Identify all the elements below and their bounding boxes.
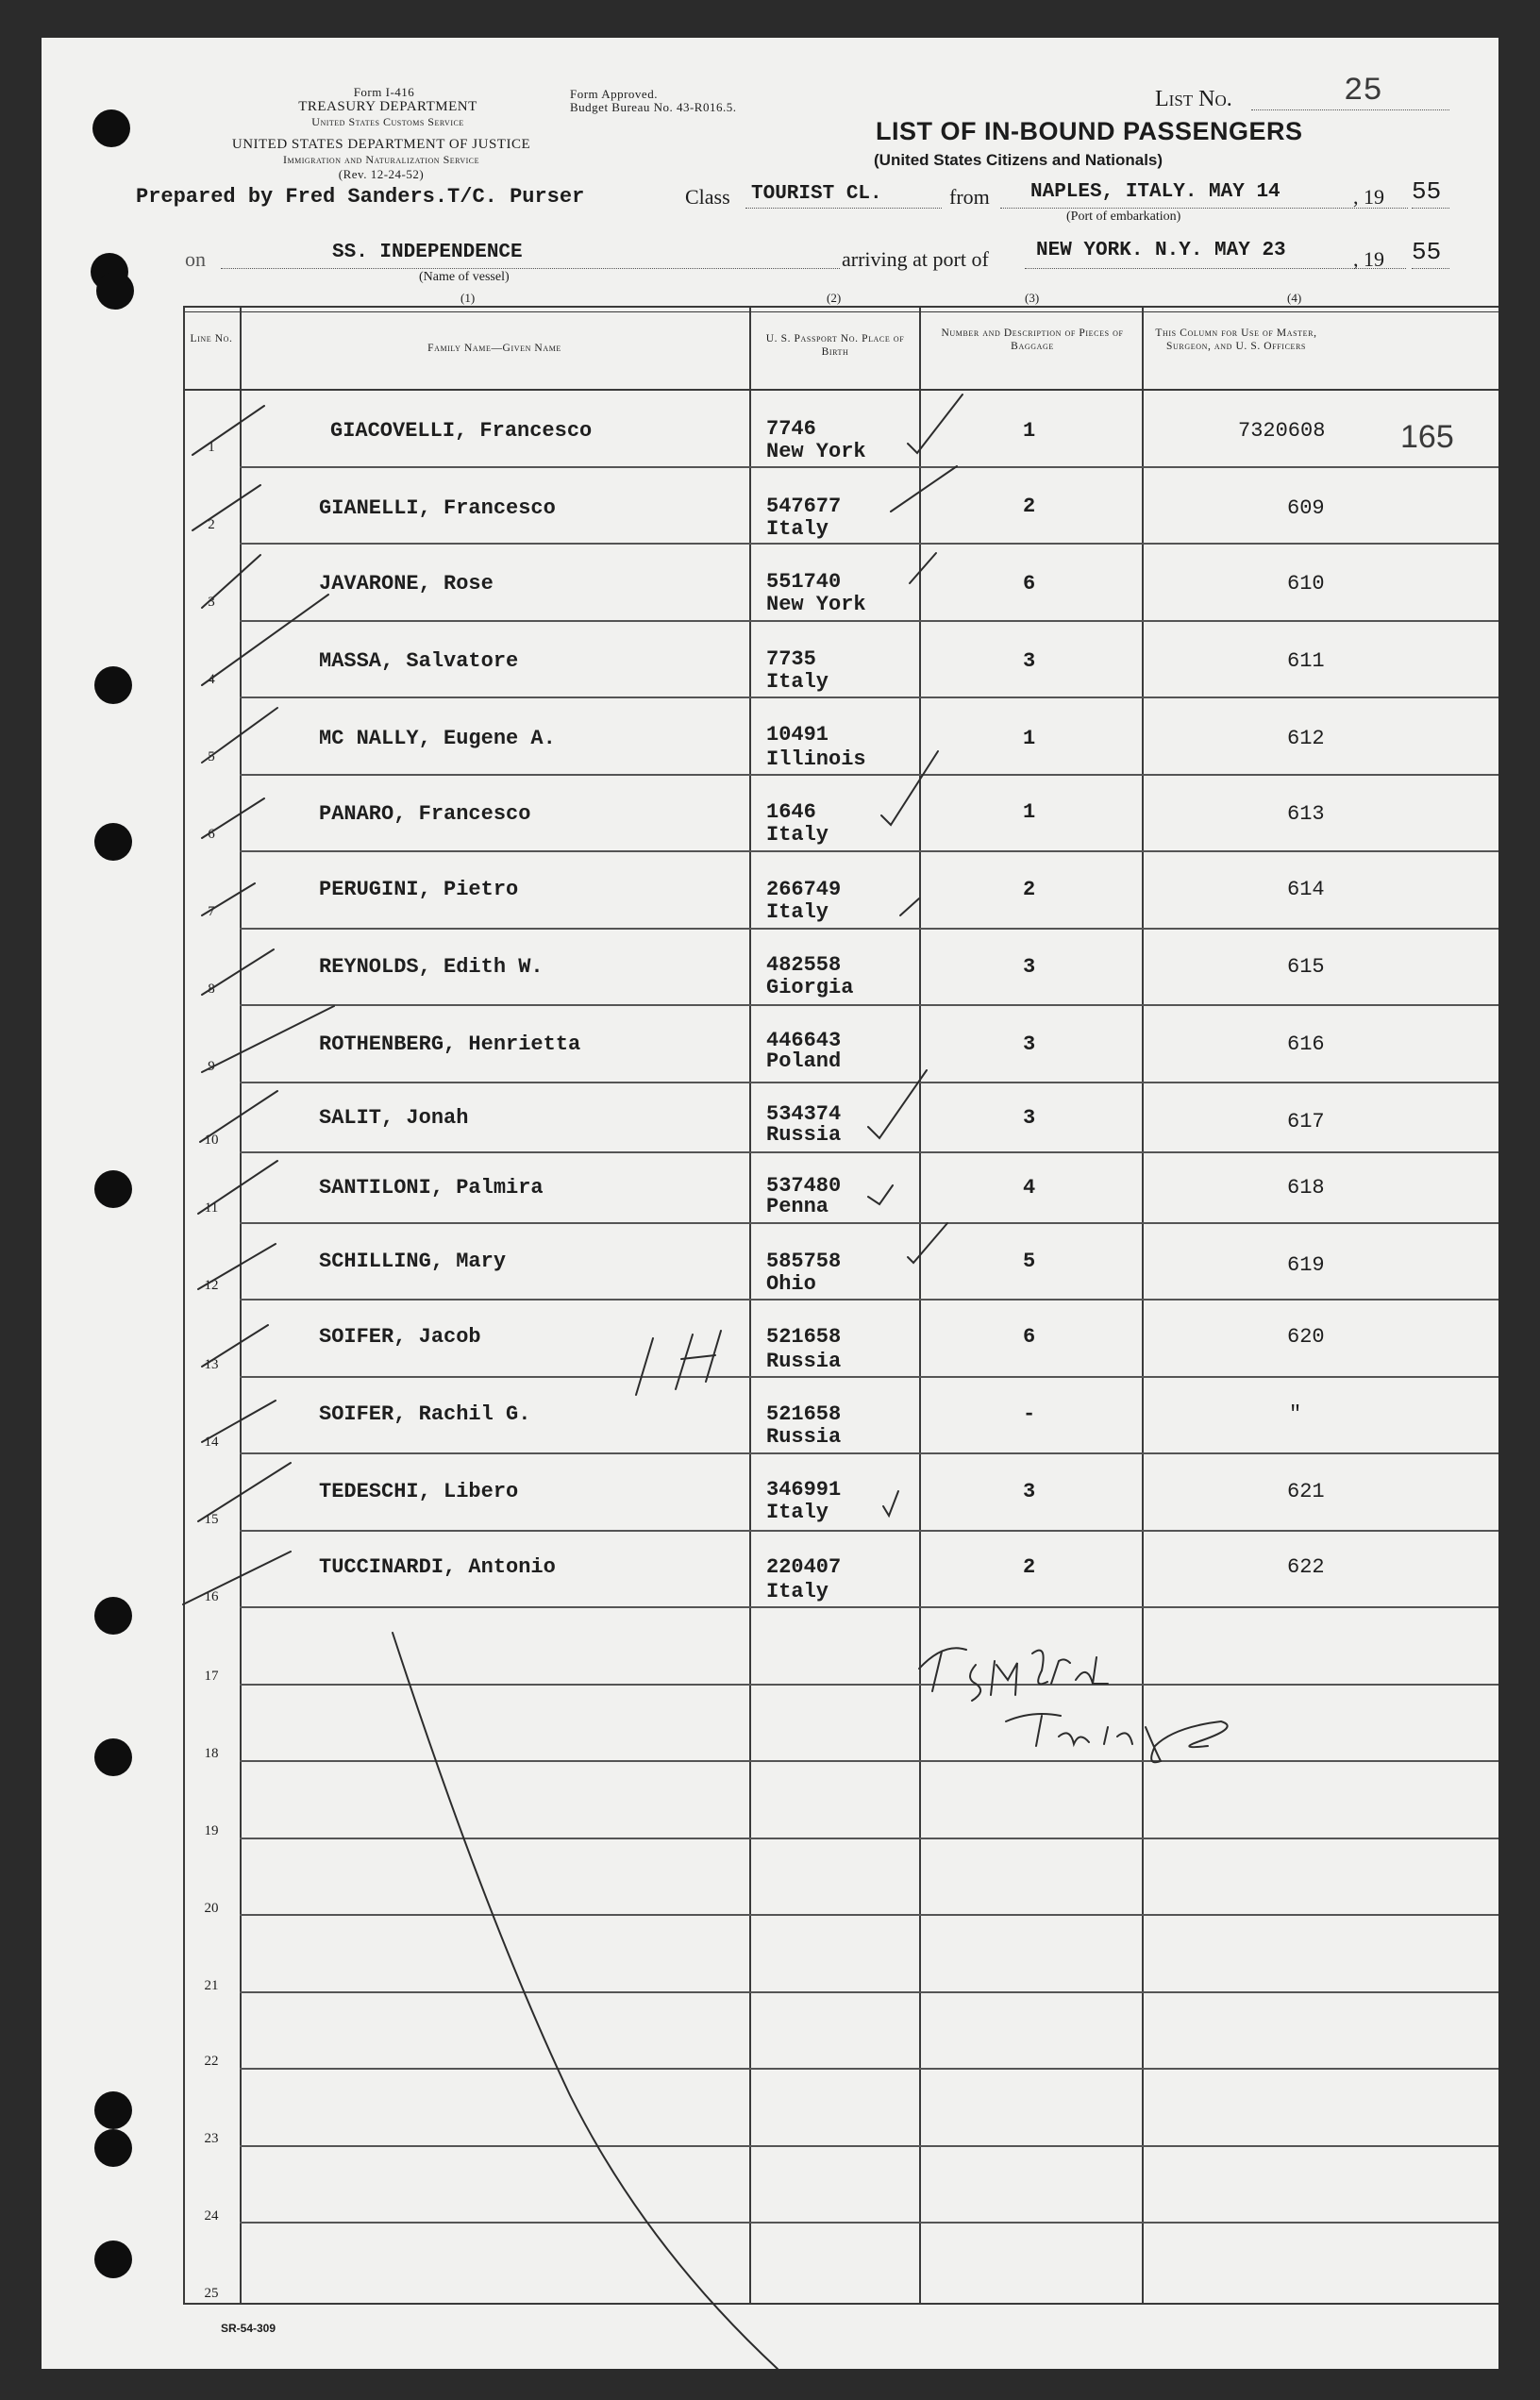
row-line-number: 15 [204, 1512, 219, 1527]
budget-bureau: Budget Bureau No. 43-R016.5. [570, 100, 737, 114]
passport-number: 521658 [766, 1402, 842, 1426]
place-of-birth: Giorgia [766, 976, 854, 999]
baggage-count: 5 [1023, 1250, 1036, 1273]
page-title: LIST OF IN-BOUND PASSENGERS [876, 117, 1303, 145]
row-line-number: 6 [208, 827, 215, 842]
passport-number: 266749 [766, 878, 842, 901]
officer-number: 622 [1287, 1555, 1325, 1579]
col-header-name: Family Name—Given Name [427, 343, 561, 354]
row-line-number: 3 [208, 595, 215, 610]
baggage-count: 4 [1023, 1176, 1036, 1200]
officer-number: 614 [1287, 878, 1325, 901]
row-line-number: 8 [208, 982, 215, 997]
officer-number: 617 [1287, 1110, 1325, 1133]
place-of-birth: Italy [766, 1580, 829, 1603]
year-prefix: , 19 [1353, 185, 1384, 209]
footer-code: SR-54-309 [221, 2322, 276, 2335]
col-header-line-no: Line No. [190, 333, 233, 344]
passenger-name: MASSA, Salvatore [319, 649, 519, 673]
officer-number: 621 [1287, 1480, 1325, 1503]
officer-number: " [1289, 1402, 1302, 1426]
baggage-count: 2 [1023, 1555, 1036, 1579]
officer-number: 609 [1287, 496, 1325, 520]
from-label: from [949, 185, 990, 209]
col-header-passport: U. S. Passport No. Place of Birth [765, 333, 905, 358]
officer-number: 616 [1287, 1032, 1325, 1056]
officer-number: 7320608 [1238, 419, 1326, 443]
row-line-number: 7 [208, 904, 215, 919]
row-line-number: 1 [208, 440, 215, 455]
row-line-number: 24 [204, 2208, 219, 2224]
col-num-1: (1) [460, 291, 476, 305]
baggage-count: 6 [1023, 572, 1036, 596]
passport-number: 547677 [766, 495, 842, 518]
place-of-birth: Ohio [766, 1272, 816, 1296]
margin-note: 165 [1400, 419, 1454, 455]
col-header-baggage: Number and Description of Pieces of Baggage [941, 327, 1124, 352]
embarkation-value: NAPLES, ITALY. MAY 14 [1030, 181, 1281, 203]
passenger-name: SALIT, Jonah [319, 1106, 469, 1130]
officer-number: 615 [1287, 955, 1325, 979]
passport-number: 446643 [766, 1029, 842, 1052]
baggage-count: 3 [1023, 1480, 1036, 1503]
row-line-number: 2 [208, 517, 215, 532]
year2-value: 55 [1412, 238, 1442, 266]
passenger-name: SOIFER, Rachil G. [319, 1402, 531, 1426]
baggage-count: 2 [1023, 878, 1036, 901]
baggage-count: - [1023, 1402, 1036, 1426]
passport-number: 220407 [766, 1555, 842, 1579]
row-line-number: 11 [204, 1200, 219, 1216]
passenger-name: GIACOVELLI, Francesco [330, 419, 593, 443]
row-line-number: 13 [204, 1357, 219, 1372]
place-of-birth: Italy [766, 517, 829, 541]
row-line-number: 22 [204, 2054, 219, 2069]
row-line-number: 9 [208, 1059, 215, 1074]
place-of-birth: New York [766, 440, 866, 463]
passenger-name: PERUGINI, Pietro [319, 878, 519, 901]
row-line-number: 17 [204, 1669, 219, 1684]
on-label: on [185, 247, 206, 271]
place-of-birth: Italy [766, 823, 829, 847]
row-line-number: 23 [204, 2131, 219, 2146]
passenger-name: SANTILONI, Palmira [319, 1176, 544, 1200]
passport-number: 534374 [766, 1102, 842, 1126]
col-num-3: (3) [1025, 291, 1040, 305]
passenger-name: TUCCINARDI, Antonio [319, 1555, 556, 1579]
embarkation-caption: (Port of embarkation) [1066, 210, 1181, 224]
passport-number: 482558 [766, 953, 842, 977]
officer-number: 613 [1287, 802, 1325, 826]
vessel-caption: (Name of vessel) [419, 270, 510, 284]
class-label: Class [685, 185, 730, 209]
row-line-number: 14 [204, 1435, 219, 1450]
place-of-birth: Russia [766, 1123, 842, 1147]
place-of-birth: Penna [766, 1195, 829, 1218]
baggage-count: 1 [1023, 727, 1036, 750]
passport-number: 10491 [766, 723, 829, 747]
baggage-count: 3 [1023, 1032, 1036, 1056]
passport-number: 551740 [766, 570, 842, 594]
customs-label: United States Customs Service [311, 115, 464, 128]
passenger-name: JAVARONE, Rose [319, 572, 494, 596]
passport-number: 521658 [766, 1325, 842, 1349]
row-line-number: 16 [204, 1589, 219, 1604]
passport-number: 7746 [766, 417, 816, 441]
year2-prefix: , 19 [1353, 247, 1384, 271]
baggage-count: 1 [1023, 419, 1036, 443]
handwritten-marks [42, 38, 1498, 2369]
passenger-name: TEDESCHI, Libero [319, 1480, 519, 1503]
passenger-name: REYNOLDS, Edith W. [319, 955, 544, 979]
row-line-number: 19 [204, 1823, 219, 1838]
place-of-birth: Italy [766, 670, 829, 694]
passport-number: 346991 [766, 1478, 842, 1502]
arriving-label: arriving at port of [842, 247, 989, 271]
baggage-count: 1 [1023, 800, 1036, 824]
row-line-number: 21 [204, 1978, 219, 1993]
col-num-2: (2) [827, 291, 842, 305]
officer-number: 610 [1287, 572, 1325, 596]
passenger-name: GIANELLI, Francesco [319, 496, 556, 520]
baggage-count: 2 [1023, 495, 1036, 518]
row-line-number: 4 [208, 672, 215, 687]
immigration-label: Immigration and Naturalization Service [282, 153, 479, 166]
col-num-4: (4) [1287, 291, 1302, 305]
list-number-label: List No. [1155, 87, 1232, 111]
baggage-count: 3 [1023, 649, 1036, 673]
revision-label: (Rev. 12-24-52) [338, 167, 425, 181]
justice-label: UNITED STATES DEPARTMENT OF JUSTICE [231, 137, 531, 152]
passport-number: 7735 [766, 647, 816, 671]
passenger-name: MC NALLY, Eugene A. [319, 727, 556, 750]
officer-number: 618 [1287, 1176, 1325, 1200]
row-line-number: 18 [204, 1746, 219, 1761]
place-of-birth: Italy [766, 1501, 829, 1524]
form-number: Form I-416 [353, 85, 415, 99]
class-value: TOURIST CL. [751, 183, 882, 205]
list-number: 25 [1344, 74, 1382, 109]
row-line-number: 12 [204, 1278, 219, 1293]
row-line-number: 20 [204, 1901, 219, 1916]
prepared-by: Prepared by Fred Sanders.T/C. Purser [136, 185, 585, 209]
passport-number: 537480 [766, 1174, 842, 1198]
officer-number: 612 [1287, 727, 1325, 750]
row-line-number: 10 [204, 1133, 219, 1148]
place-of-birth: Poland [766, 1049, 842, 1073]
manifest-sheet [42, 38, 1498, 2369]
arrival-value: NEW YORK. N.Y. MAY 23 [1036, 240, 1286, 261]
place-of-birth: Italy [766, 900, 829, 924]
year-value: 55 [1412, 177, 1442, 206]
treasury-label: TREASURY DEPARTMENT [298, 99, 477, 114]
place-of-birth: Russia [766, 1425, 842, 1449]
baggage-count: 6 [1023, 1325, 1036, 1349]
passenger-name: ROTHENBERG, Henrietta [319, 1032, 581, 1056]
baggage-count: 3 [1023, 955, 1036, 979]
page-subtitle: (United States Citizens and Nationals) [874, 151, 1163, 169]
passenger-name: PANARO, Francesco [319, 802, 531, 826]
place-of-birth: New York [766, 593, 866, 616]
officer-number: 620 [1287, 1325, 1325, 1349]
place-of-birth: Russia [766, 1350, 842, 1373]
form-approved: Form Approved. [570, 87, 658, 101]
passport-number: 585758 [766, 1250, 842, 1273]
vessel-name: SS. INDEPENDENCE [332, 242, 523, 263]
place-of-birth: Illinois [766, 747, 866, 771]
row-line-number: 25 [204, 2286, 219, 2301]
baggage-count: 3 [1023, 1106, 1036, 1130]
officer-number: 619 [1287, 1253, 1325, 1277]
passport-number: 1646 [766, 800, 816, 824]
officer-number: 611 [1287, 649, 1325, 673]
passenger-name: SCHILLING, Mary [319, 1250, 507, 1273]
col-header-officers: This Column for Use of Master, Surgeon, and U. S. Officers [1155, 327, 1317, 352]
passenger-name: SOIFER, Jacob [319, 1325, 481, 1349]
row-line-number: 5 [208, 749, 215, 764]
